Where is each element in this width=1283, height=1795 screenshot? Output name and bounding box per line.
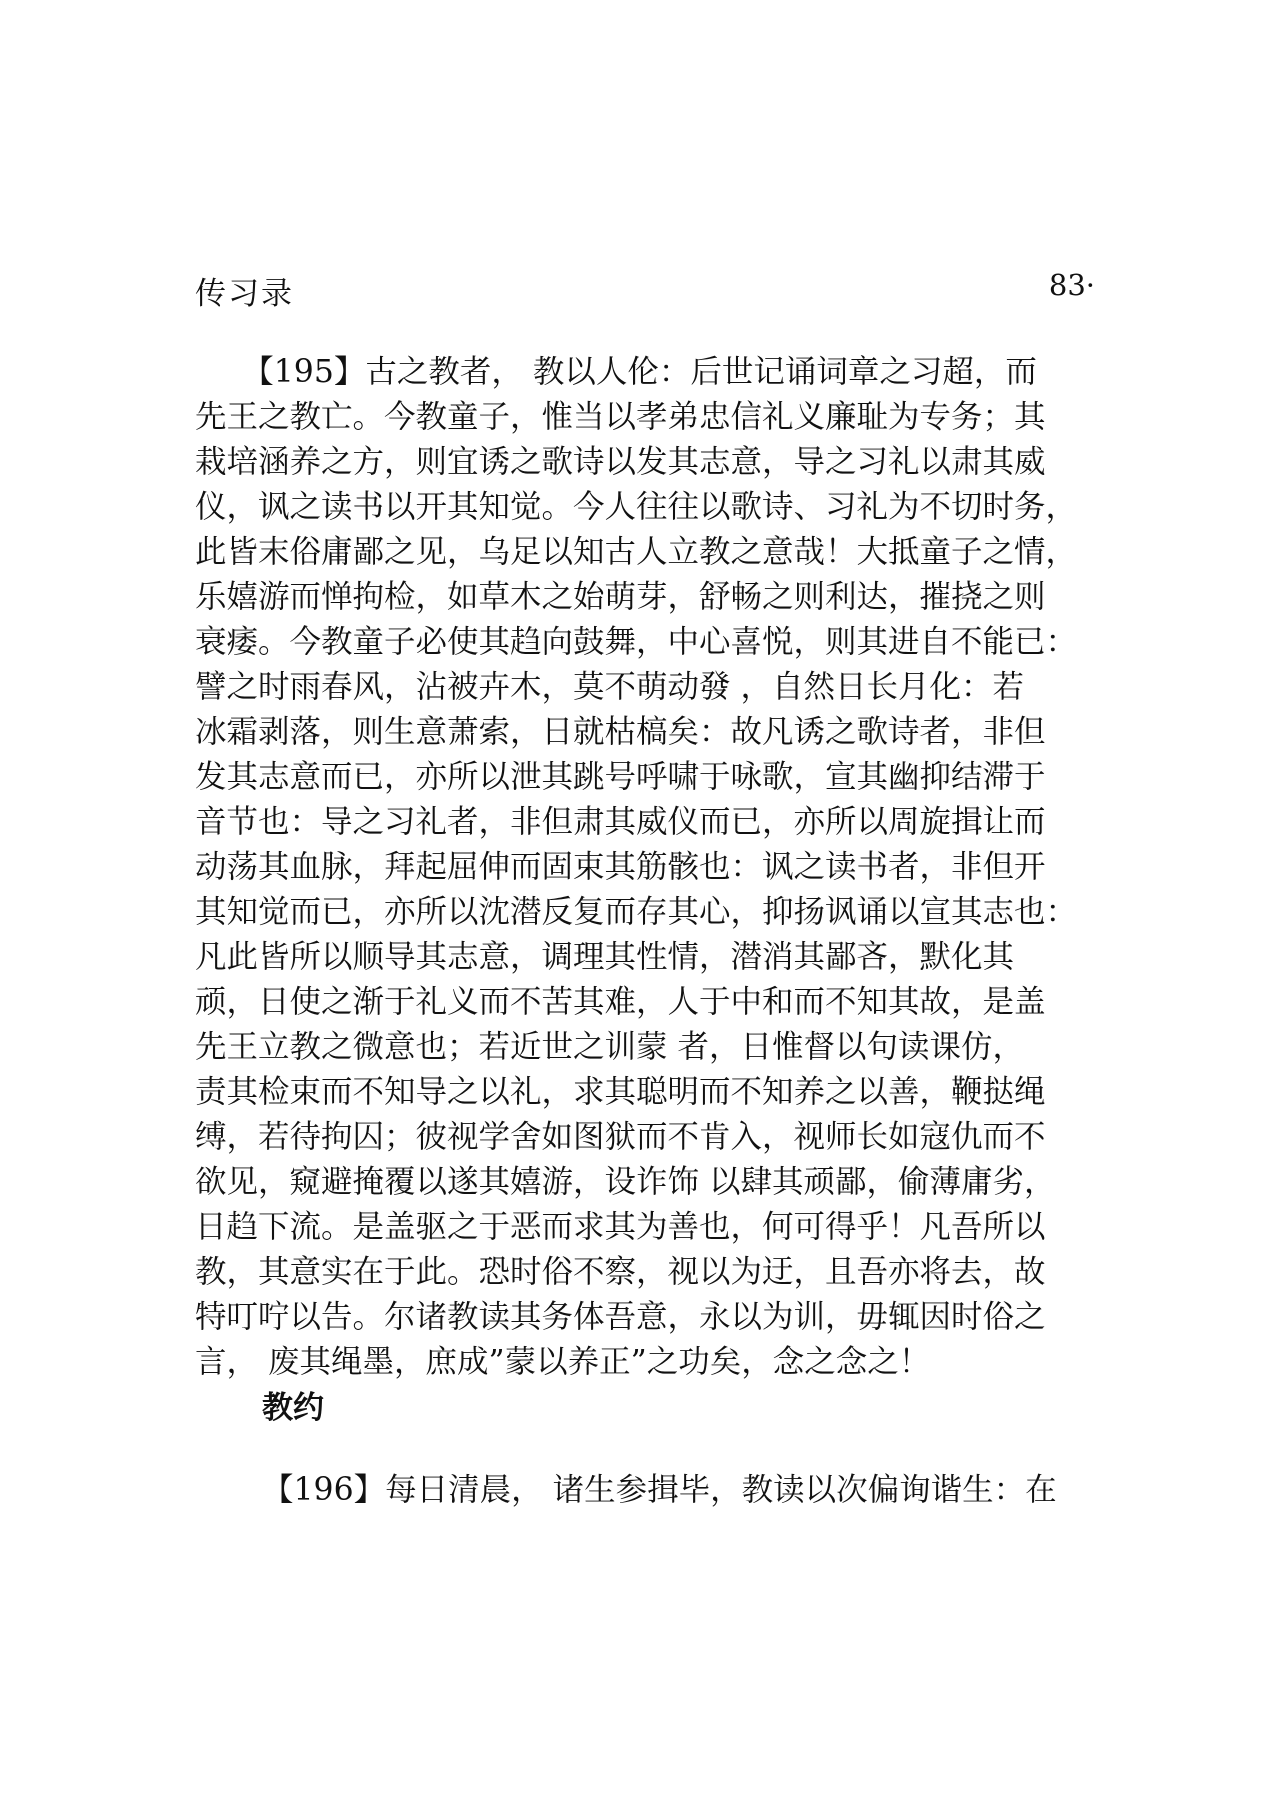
paragraph-195 — [195, 350, 1095, 1385]
text-line: 音节也：导之习礼者，非但肃其威仪而已，亦所以周旋揖让而 — [195, 804, 1046, 840]
text-line: 凡此皆所以顺导其志意，调理其性情，潜消其鄙吝，默化其 — [195, 939, 1015, 975]
text-line: 特叮咛以告。尔诸教读其务体吾意，永以为训，毋辄因时俗之 — [195, 1299, 1046, 1335]
text-line: 责其检束而不知导之以礼，求其聪明而不知养之以善，鞭挞绳 — [195, 1074, 1046, 1110]
text-line: 缚，若待拘囚；彼视学舍如图狱而不肯入，视师长如寇仇而不 — [195, 1119, 1046, 1155]
running-header — [195, 268, 1095, 316]
text-line: 【195】古之教者， 教以人伦：后世记诵词章之习超，而 — [195, 354, 1037, 390]
text-line: 动荡其血脉，拜起屈伸而固束其筋骸也：讽之读书者，非但开 — [195, 849, 1046, 885]
text-line: 其知觉而已，亦所以沈潜反复而存其心，抑扬讽诵以宣其志也： — [195, 894, 1078, 930]
text-line: 先王之教亡。今教童子，惟当以孝弟忠信礼义廉耻为专务；其 — [195, 399, 1046, 435]
text-line: 乐嬉游而惮拘检，如草木之始萌芽，舒畅之则利达，摧挠之则 — [195, 579, 1046, 615]
text-line: 欲见，窥避掩覆以遂其嬉游，设诈饰 以肆其顽鄙，偷薄庸劣， — [195, 1164, 1056, 1200]
text-line: 教，其意实在于此。恐时俗不察，视以为迂，且吾亦将去，故 — [195, 1254, 1046, 1290]
text-line: 先王立教之微意也；若近世之训蒙 者，日惟督以句读课仿， — [195, 1029, 1025, 1065]
book-title: 传习录 — [195, 276, 294, 312]
text-line: 栽培涵养之方，则宜诱之歌诗以发其志意，导之习礼以肃其威 — [195, 444, 1046, 480]
text-line: 发其志意而已，亦所以泄其跳号呼啸于咏歌，宣其幽抑结滞于 — [195, 759, 1046, 795]
text-line: 衰痿。今教童子必使其趋向鼓舞，中心喜悦，则其进自不能已： — [195, 624, 1078, 660]
text-line: 顽，日使之渐于礼义而不苦其难，人于中和而不知其故，是盖 — [195, 984, 1046, 1020]
text-line: 此皆末俗庸鄙之见，乌足以知古人立教之意哉！大抵童子之情， — [195, 534, 1078, 570]
text-line: 言， 废其绳墨，庶成”蒙以养正”之功矣，念之念之！ — [195, 1344, 931, 1380]
paragraph-196-first-line: 【196】每日清晨， 诸生参揖毕，教读以次偏询谐生：在 — [262, 1472, 1057, 1508]
text-line: 冰霜剥落，则生意萧索，日就枯槁矣：故凡诱之歌诗者，非但 — [195, 714, 1046, 750]
section-heading: 教约 — [262, 1390, 324, 1426]
text-line: 譬之时雨春风，沾被卉木，莫不萌动發 ，自然日长月化：若 — [195, 669, 1025, 705]
text-line: 日趋下流。是盖驱之于恶而求其为善也，何可得乎！凡吾所以 — [195, 1209, 1046, 1245]
text-line: 仪，讽之读书以开其知觉。今人往往以歌诗、习礼为不切时务， — [195, 489, 1078, 525]
page-number: 83· — [1048, 268, 1095, 302]
